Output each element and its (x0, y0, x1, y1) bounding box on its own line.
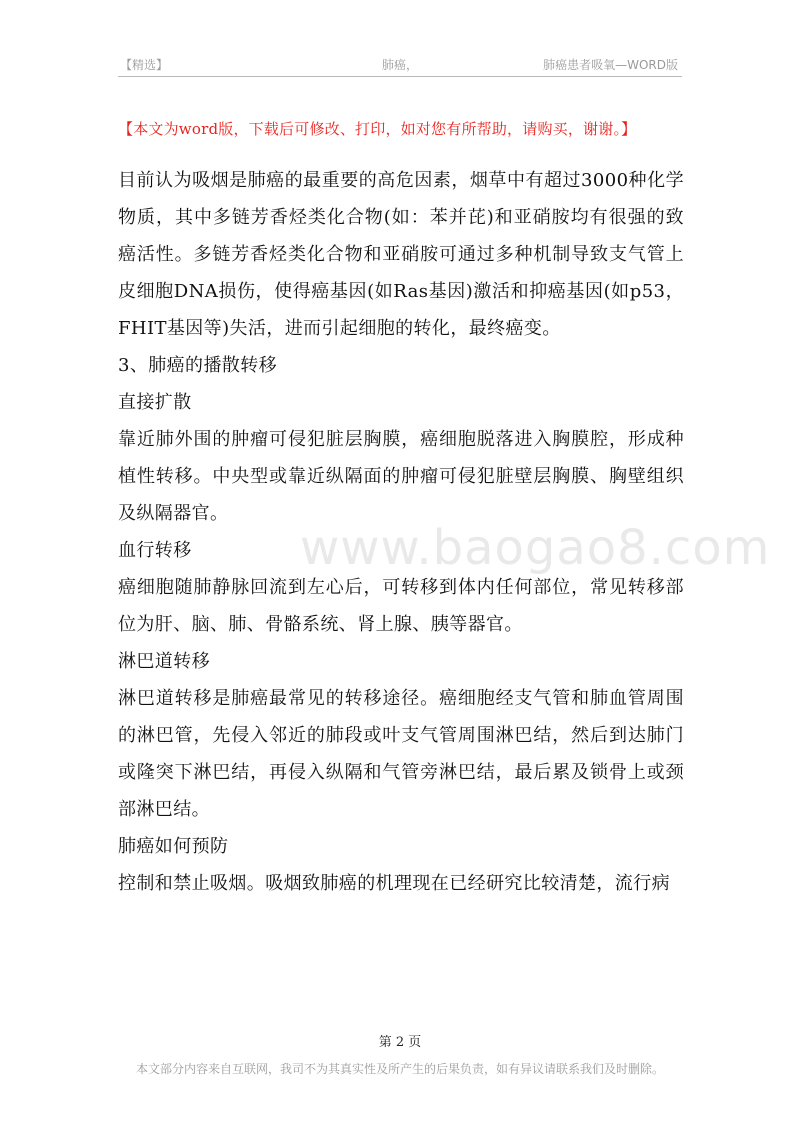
paragraph-smoking-cause: 目前认为吸烟是肺癌的最重要的高危因素，烟草中有超过3000种化学物质，其中多链芳香烃类化合物(如：苯并芘)和亚硝胺均有很强的致癌活性。多链芳香烃类化合物和亚硝胺可通过多种机制导致支气管上皮细胞DNA损伤，使得癌基因(如Ras基因)激活和抑癌基因(如p53，FHIT基因等)失活，进而引起细胞的转化，最终癌变。 (118, 170, 684, 339)
header-right-title: 肺癌患者吸氧—WORD版 (543, 58, 678, 72)
header-left-tag: 【精选】 (120, 58, 169, 72)
document-body (118, 162, 684, 902)
heading-spread-metastasis: 3、肺癌的播散转移 (118, 355, 278, 376)
page-number: 第 2 页 (378, 1035, 422, 1050)
subheading-lymph-metastasis: 淋巴道转移 (118, 651, 210, 672)
download-notice: 【本文为word版，下载后可修改、打印，如对您有所帮助，请购买，谢谢。】 (118, 120, 637, 138)
paragraph-lymph-metastasis: 淋巴道转移是肺癌最常见的转移途径。癌细胞经支气管和肺血管周围的淋巴管，先侵入邻近的肺段或叶支气管周围淋巴结，然后到达肺门或隆突下淋巴结，再侵入纵隔和气管旁淋巴结，最后累及锁骨上或颈部淋巴结。 (118, 688, 684, 820)
paragraph-prevention: 控制和禁止吸烟。吸烟致肺癌的机理现在已经研究比较清楚，流行病 (118, 873, 670, 894)
subheading-prevention: 肺癌如何预防 (118, 836, 229, 857)
subheading-direct-spread: 直接扩散 (118, 392, 192, 413)
footer-disclaimer: 本文部分内容来自互联网，我司不为其真实性及所产生的后果负责，如有异议请联系我们及时删除。 (135, 1062, 664, 1076)
paragraph-blood-metastasis: 癌细胞随肺静脉回流到左心后，可转移到体内任何部位，常见转移部位为肝、脑、肺、骨骼系统、肾上腺、胰等器官。 (118, 577, 684, 635)
paragraph-direct-spread: 靠近肺外围的肿瘤可侵犯脏层胸膜，癌细胞脱落进入胸膜腔，形成种植性转移。中央型或靠近纵隔面的肿瘤可侵犯脏壁层胸膜、胸壁组织及纵隔器官。 (118, 429, 684, 524)
watermark: www.baogao8.com (300, 520, 771, 576)
header-divider (118, 76, 682, 77)
header-center-title: 肺癌， (382, 58, 419, 72)
subheading-blood-metastasis: 血行转移 (118, 540, 192, 561)
